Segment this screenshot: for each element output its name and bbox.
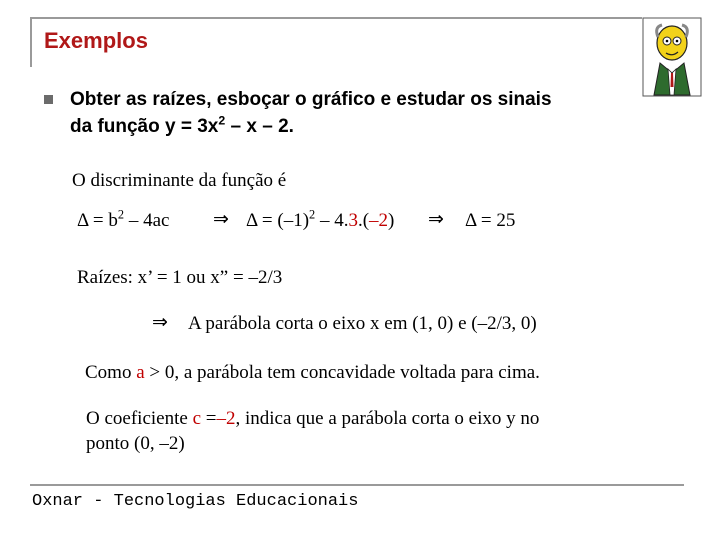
- task-exponent: 2: [218, 113, 226, 128]
- coefficient-c-line-2: ponto (0, –2): [86, 433, 185, 454]
- implies-arrow-3: ⇒: [152, 312, 168, 333]
- discriminant-intro: O discriminante da função é: [72, 170, 287, 191]
- task-line-2: [70, 113, 690, 140]
- formula-exponent: 2: [117, 207, 125, 222]
- discriminant-calculation: [246, 207, 395, 232]
- implies-arrow-1: ⇒: [213, 209, 229, 230]
- formula-text: Δ = b: [77, 210, 118, 231]
- concavity-text: Como: [85, 362, 137, 383]
- task-line-2-end: – x – 2.: [225, 116, 294, 137]
- coef-letter-c: c: [192, 408, 201, 429]
- task-statement: [70, 86, 690, 140]
- task-line-2-text: da função y = 3x: [70, 116, 219, 137]
- formula-end: – 4ac: [124, 210, 170, 231]
- calc-close: ): [388, 210, 395, 231]
- bullet-marker: [44, 95, 53, 104]
- coef-end: , indica que a parábola corta o eixo y no: [235, 408, 540, 429]
- header-frame-top: [30, 17, 678, 19]
- calc-text: Δ = (–1): [246, 210, 310, 231]
- task-line-1: Obter as raízes, esboçar o gráfico e estudar os sinais: [70, 89, 552, 110]
- calc-coef-a: 3: [348, 210, 358, 231]
- concavity-end: > 0, a parábola tem concavidade voltada para cima.: [144, 362, 540, 383]
- calc-mid: – 4.: [315, 210, 349, 231]
- footer-divider: [30, 484, 684, 486]
- concavity-line: [85, 362, 540, 384]
- coef-value: –2: [216, 408, 236, 429]
- coef-equals: =: [201, 408, 217, 429]
- roots-line: Raízes: x’ = 1 ou x” = –2/3: [77, 267, 283, 288]
- coef-text: O coeficiente: [86, 408, 193, 429]
- calc-exponent: 2: [309, 207, 316, 222]
- coefficient-c-line: [86, 408, 539, 430]
- cartoon-character-portrait-icon: [642, 17, 702, 97]
- roots-consequence: A parábola corta o eixo x em (1, 0) e (–2/3, 0): [188, 313, 537, 334]
- discriminant-result: Δ = 25: [465, 210, 516, 231]
- calc-dot: .(: [357, 210, 370, 231]
- header-frame-left: [30, 17, 32, 67]
- calc-coef-c: –2: [369, 210, 389, 231]
- implies-arrow-2: ⇒: [428, 209, 444, 230]
- slide-title: Exemplos: [44, 28, 148, 53]
- discriminant-formula: [77, 207, 170, 232]
- concavity-coef-a: a: [136, 362, 145, 383]
- footer-text: Oxnar - Tecnologias Educacionais: [32, 492, 359, 511]
